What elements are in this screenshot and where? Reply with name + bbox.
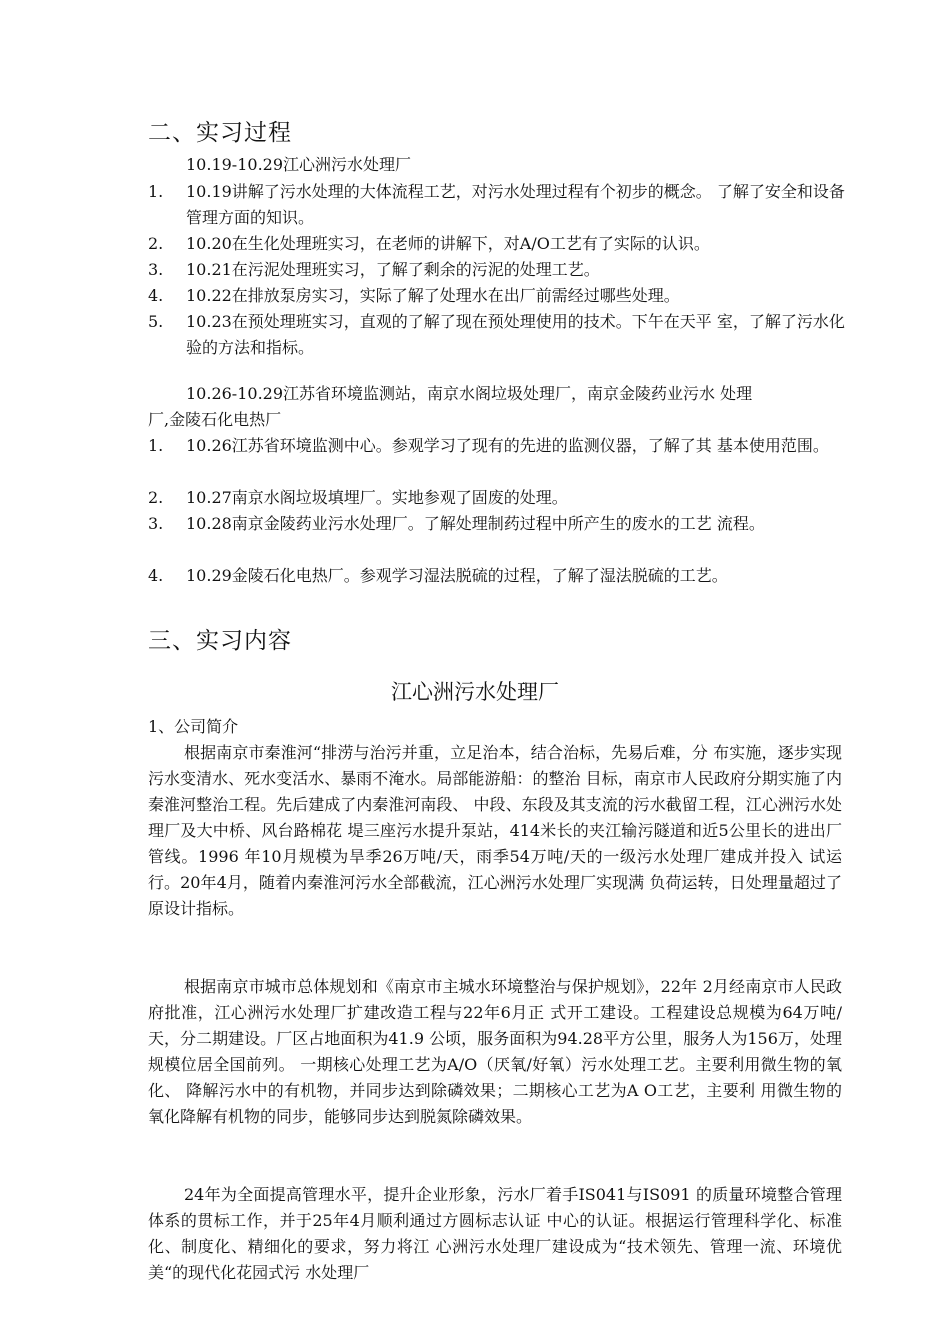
list-item-number: 1.	[148, 182, 164, 201]
section-heading-content: 三、实习内容	[148, 628, 292, 654]
group1-title: 10.19-10.29江心洲污水处理厂	[186, 155, 412, 174]
list-item-text: 10.27南京水阁垃圾填埋厂。实地参观了固废的处理。	[186, 488, 568, 507]
subsection-heading: 1、公司简介	[148, 717, 239, 736]
list-item-text: 10.26江苏省环境监测中心。参观学习了现有的先进的监测仪器，了解了其 基本使用范围。	[186, 436, 829, 455]
paragraph: 24年为全面提高管理水平，提升企业形象，污水厂着手IS041与IS091 的质量环境整合管理体系的贯标工作，并于25年4月顺利通过方圆标志认证 中心的认证。根据运行管理科学化、标准化、制度化、精细化的要求，努力将江 心洲污水处理厂建设成为“技术领先、管理一流、环境优美“的现代化花园式污 水处理厂	[148, 1185, 842, 1282]
list-item-number: 4.	[148, 286, 164, 305]
paragraph: 根据南京市秦淮河“排涝与治污并重，立足治本，结合治标，先易后难，分 布实施，逐步实现污水变清水、死水变活水、暴雨不淹水。局部能游船：的整治 目标，南京市人民政府分期实施了内秦淮河整治工程。先后建成了内秦淮河南段、 中段、东段及其支流的污水截留工程，江心洲污水处理厂及大中桥、风台路棉花 堤三座污水提升泵站，414米长的夹江输污隧道和近5公里长的进出厂管线。1996 年10月规模为旱季26万吨/天，雨季54万吨/天的一级污水处理厂建成并投入 试运行。20年4月，随着内秦淮河污水全部截流，江心洲污水处理厂实现满 负荷运转，日处理量超过了原设计指标。	[148, 743, 842, 918]
list-item-number: 2.	[148, 234, 164, 253]
list-item-text: 10.23在预处理班实习，直观的了解了现在预处理使用的技术。下午在天平 室，了解了污水化验的方法和指标。	[186, 312, 845, 357]
list-item-number: 4.	[148, 566, 164, 585]
group2-title-line2: 厂,金陵石化电热厂	[148, 410, 282, 429]
paragraph: 根据南京市城市总体规划和《南京市主城水环境整治与保护规划》，22年 2月经南京市人民政府批准，江心洲污水处理厂扩建改造工程与22年6月正 式开工建设。工程建设总规模为64万吨/天，分二期建设。厂区占地面积为41.9 公顷，服务面积为94.28平方公里，服务人为156万，处理规模位居全国前列。 一期核心处理工艺为A/O（厌氧/好氧）污水处理工艺。主要利用微生物的氧化、 降解污水中的有机物，并同步达到除磷效果；二期核心工艺为A O工艺，主要利 用微生物的氧化降解有机物的同步，能够同步达到脱氮除磷效果。	[148, 977, 842, 1126]
list-item-number: 2.	[148, 488, 164, 507]
list-item-number: 1.	[148, 436, 164, 455]
list-item-text: 10.28南京金陵药业污水处理厂。了解处理制药过程中所产生的废水的工艺 流程。	[186, 514, 765, 533]
list-item-text: 10.20在生化处理班实习，在老师的讲解下，对A/O工艺有了实际的认识。	[186, 234, 710, 253]
list-item-number: 5.	[148, 312, 164, 331]
section-heading-process: 二、实习过程	[148, 120, 292, 146]
list-item-number: 3.	[148, 260, 164, 279]
list-item-number: 3.	[148, 514, 164, 533]
list-item-text: 10.22在排放泵房实习，实际了解了处理水在出厂前需经过哪些处理。	[186, 286, 680, 305]
list-item-text: 10.21在污泥处理班实习，了解了剩余的污泥的处理工艺。	[186, 260, 600, 279]
company-title: 江心洲污水处理厂	[391, 680, 559, 704]
list-item-text: 10.19讲解了污水处理的大体流程工艺，对污水处理过程有个初步的概念。 了解了安全和设备管理方面的知识。	[186, 182, 845, 227]
group2-title-line1: 10.26-10.29江苏省环境监测站，南京水阁垃圾处理厂，南京金陵药业污水 处理	[186, 384, 753, 403]
list-item-text: 10.29金陵石化电热厂。参观学习湿法脱硫的过程，了解了湿法脱硫的工艺。	[186, 566, 728, 585]
